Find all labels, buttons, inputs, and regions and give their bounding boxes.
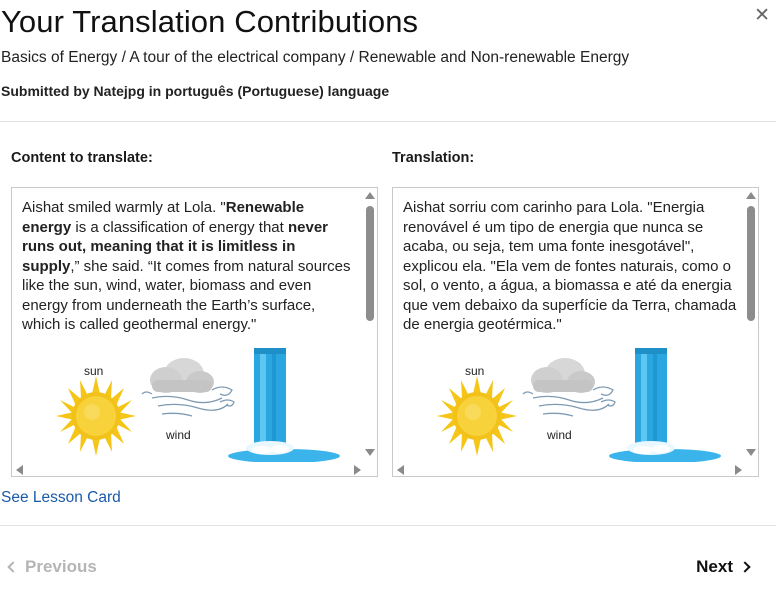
translation-panel[interactable] <box>392 187 759 477</box>
previous-button[interactable] <box>9 557 97 577</box>
horizontal-scrollbar[interactable] <box>12 462 377 476</box>
source-text: Aishat smiled warmly at Lola. "Renewable energy is a classification of energy that never runs out, meaning that it is limitless in supply,” she said. “It comes from natural sources like the sun, wind, water, biomass and even energy from underneath the Earth’s surface, which is called geothermal energy." <box>22 199 351 333</box>
chevron-left-icon <box>7 561 18 572</box>
source-content-panel[interactable] <box>11 187 378 477</box>
wind-cloud-image <box>142 358 234 416</box>
previous-label: Previous <box>25 557 97 576</box>
wind-cloud-image <box>523 358 615 416</box>
waterfall-image <box>609 348 721 463</box>
scroll-left-icon[interactable] <box>16 465 23 475</box>
vertical-scrollbar[interactable] <box>744 188 758 462</box>
translation-label: Translation: <box>392 150 475 166</box>
scroll-right-icon[interactable] <box>354 465 361 475</box>
page-title: Your Translation Contributions <box>1 4 419 39</box>
scroll-thumb[interactable] <box>747 206 755 321</box>
bottom-divider <box>0 525 776 526</box>
horizontal-scrollbar[interactable] <box>393 462 758 476</box>
sun-image <box>437 376 517 456</box>
scroll-up-icon[interactable] <box>365 192 375 199</box>
close-icon[interactable]: ✕ <box>754 5 770 26</box>
sun-image <box>56 376 136 456</box>
waterfall-image <box>228 348 340 463</box>
top-divider <box>0 121 776 122</box>
submitted-by-text: Submitted by Natejpg in português (Portuguese) language <box>1 83 390 99</box>
breadcrumb: Basics of Energy / A tour of the electrical company / Renewable and Non-renewable Energy <box>1 49 630 66</box>
scroll-left-icon[interactable] <box>397 465 404 475</box>
energy-illustration-translated <box>393 346 743 464</box>
scroll-thumb[interactable] <box>366 206 374 321</box>
wind-label: wind <box>547 428 572 442</box>
scroll-right-icon[interactable] <box>735 465 742 475</box>
translation-text: Aishat sorriu com carinho para Lola. "Energia renovável é um tipo de energia que nunca se acaba, ou seja, tem uma fonte inesgotável", explicou ela. "Ela vem de fontes naturais, como o sol, o vento, a água, a biomassa e até da energia que vem debaixo da superfície da Terra, chamada de energia geotérmica." <box>403 199 737 333</box>
content-to-translate-label: Content to translate: <box>11 150 153 166</box>
sun-label: sun <box>84 364 104 378</box>
see-lesson-card-link[interactable]: See Lesson Card <box>1 489 121 506</box>
energy-illustration <box>12 346 362 464</box>
chevron-right-icon <box>739 561 750 572</box>
vertical-scrollbar[interactable] <box>363 188 377 462</box>
scroll-down-icon[interactable] <box>365 449 375 456</box>
next-label: Next <box>696 557 733 576</box>
scroll-down-icon[interactable] <box>746 449 756 456</box>
next-button[interactable] <box>696 557 749 577</box>
sun-label: sun <box>465 364 485 378</box>
wind-label: wind <box>166 428 191 442</box>
scroll-up-icon[interactable] <box>746 192 756 199</box>
